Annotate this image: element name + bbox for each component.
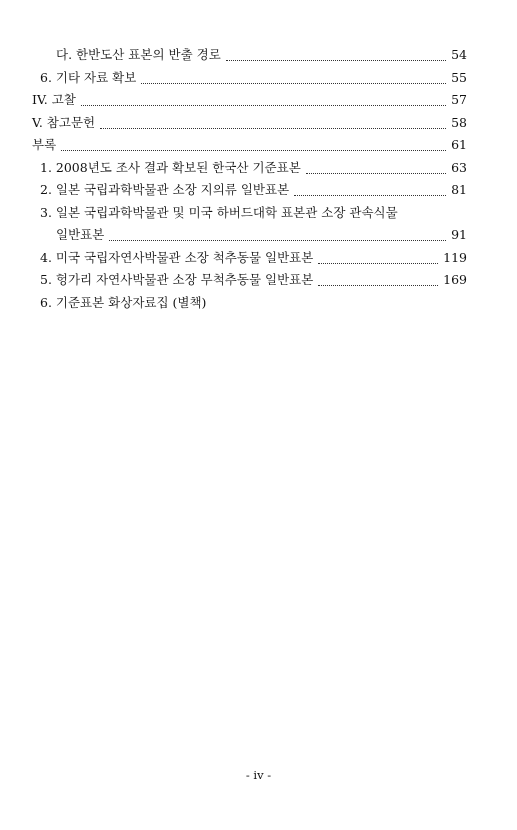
toc-entry-title: 4. 미국 국립자연사박물관 소장 척추동물 일반표본 (40, 249, 314, 265)
dot-leader (294, 186, 446, 196)
toc-entry-title-continuation: 일반표본 (56, 227, 105, 242)
toc-entry[interactable] (0, 292, 517, 315)
toc-entry-title: 6. 기타 자료 확보 (40, 69, 137, 85)
page-number: - iv - (245, 768, 272, 782)
toc-entry[interactable] (0, 269, 517, 292)
toc-entry-page: 54 (451, 47, 467, 62)
toc-entry-page: 57 (451, 92, 467, 107)
toc-entry[interactable] (0, 157, 517, 180)
toc-entry[interactable] (0, 202, 517, 225)
dot-leader (306, 164, 446, 174)
dot-leader (109, 231, 446, 241)
toc-entry[interactable] (0, 179, 517, 202)
toc-entry-continuation[interactable] (0, 224, 517, 247)
dot-leader (141, 74, 446, 84)
dot-leader (318, 276, 438, 286)
toc-entry[interactable] (0, 44, 517, 67)
toc-entry-title: 부록 (32, 137, 57, 152)
dot-leader (81, 96, 446, 106)
table-of-contents (0, 44, 517, 314)
toc-entry[interactable] (0, 112, 517, 135)
toc-entry-page: 61 (451, 137, 467, 152)
toc-entry[interactable] (0, 89, 517, 112)
toc-entry[interactable] (0, 247, 517, 270)
toc-entry-page: 63 (451, 159, 467, 175)
toc-entry[interactable] (0, 67, 517, 90)
toc-entry[interactable] (0, 134, 517, 157)
toc-entry-title: 6. 기준표본 화상자료집 (별책) (40, 294, 207, 310)
toc-entry-title: 다. 한반도산 표본의 반출 경로 (56, 47, 221, 62)
dot-leader (61, 141, 446, 151)
dot-leader (318, 254, 438, 264)
toc-entry-page: 91 (451, 227, 467, 242)
dot-leader (100, 119, 446, 129)
toc-entry-title: 5. 헝가리 자연사박물관 소장 무척추동물 일반표본 (40, 272, 314, 287)
toc-entry-title: 1. 2008년도 조사 결과 확보된 한국산 기준표본 (40, 159, 301, 175)
dot-leader (226, 51, 446, 61)
toc-entry-title: IV. 고찰 (32, 92, 76, 107)
toc-entry-title: V. 참고문헌 (32, 114, 96, 130)
toc-entry-page: 169 (443, 272, 467, 287)
toc-entry-title: 3. 일본 국립과학박물관 및 미국 하버드대학 표본관 소장 관속식물 (40, 204, 398, 220)
toc-entry-page: 119 (443, 249, 467, 265)
toc-entry-page: 55 (451, 69, 467, 85)
toc-entry-title: 2. 일본 국립과학박물관 소장 지의류 일반표본 (40, 182, 290, 197)
toc-entry-page: 58 (451, 114, 467, 130)
toc-entry-page: 81 (451, 182, 467, 197)
